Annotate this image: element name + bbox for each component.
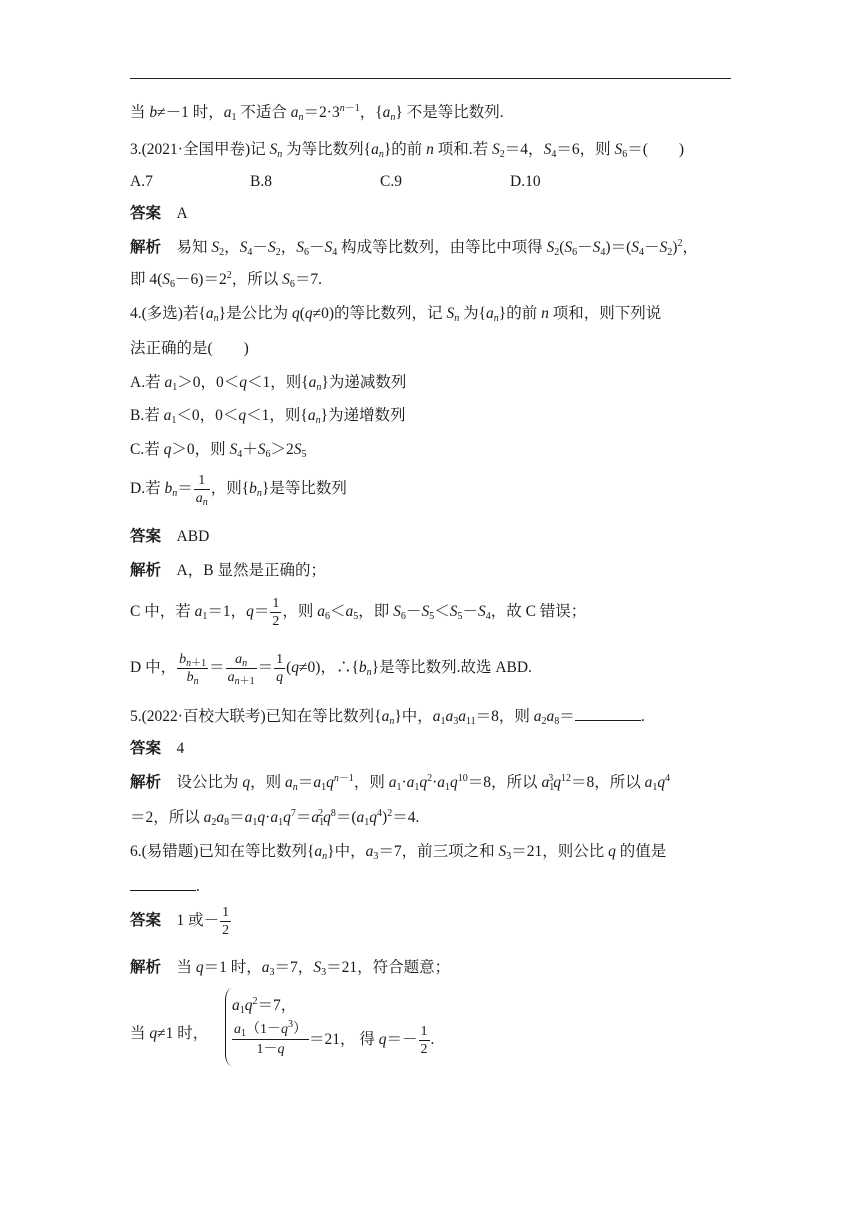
q4-option-d: D.若 $b_n=$ $\frac{1}{a_n}$ ，则$\{b_n\}$是等比数列 — [130, 473, 347, 508]
system-eq-1: $a_1q^2=7$， — [232, 996, 297, 1016]
q3-analysis-1: 解析 易知 $S_2$，$S_4-S_2$，$S_6-S_4$ 构成等比数列，由等比中项得 $S_2(S_6-S_4)=(S_4-S_2)^2$， — [130, 238, 698, 258]
q5-answer-value: 4 — [176, 740, 185, 757]
answer-label: 答案 — [130, 912, 162, 930]
q6-stem-2: . — [130, 876, 200, 897]
q6-stem-1: 6.(易错题)已知在等比数列$\{a_n\}$中，$a_3=7$，前三项之和 $S_3=21$，则公比 q 的值是 — [130, 843, 667, 862]
q5-analysis-2: ＝2，所以 $a_2a_8=a_1q\cdot a_1q^7=a_1^2q^8=(a_1q^4)^2=4$. — [130, 808, 420, 828]
answer-blank — [130, 876, 196, 891]
q4-stem-2: 法正确的是( ) — [130, 340, 249, 357]
q4-option-b: B.若 $a_1<0$，0＜q＜1，则$\{a_n\}$为递增数列 — [130, 407, 406, 426]
q4-answer — [130, 527, 209, 547]
q4-option-c: C.若 q＞0，则 $S_4+S_6>2S_5$ — [130, 441, 307, 460]
q4-answer-value: ABD — [176, 528, 210, 545]
q6-analysis-1: 解析 当 q＝1 时，$a_3=7$，$S_3=21$，符合题意； — [130, 959, 451, 978]
q6-answer: 答案 1 或－ $\frac{1}{2}$ — [130, 905, 230, 938]
prev-solution-tail: 当 b≠－1 时，$a_1$ 不适合 $a_n=2\cdot 3^{n-1}$，$\{a_n\}$ 不是等比数列. — [130, 103, 504, 123]
q3-options — [130, 172, 541, 192]
q4-analysis-2: C 中，若 $a_1=1$，q＝ $\frac{1}{2}$ ，则 $a_6<a_5$，即 $S_6-S_5<S_5-S_4$，故 C 错误； — [130, 596, 587, 629]
q4-stem-1: 4.(多选)若$\{a_n\}$是公比为 q(q≠0)的等比数列，记 $S_n$ 为$\{a_n\}$的前 n 项和，则下列说 — [130, 305, 662, 324]
q3-option-a: A.7 — [130, 173, 153, 190]
answer-blank — [575, 706, 641, 721]
header-rule — [130, 78, 731, 79]
q5-analysis-1: 解析 设公比为 q，则 $a_n=a_1q^{n-1}$，则 $a_1\cdot a_1q^2\cdot a_1q^{10}=8$，所以 $a_1^3q^{12}=8$，所以 $a_1q^4$ — [130, 773, 671, 793]
q6-analysis-2-lead: 当 q≠1 时， — [130, 1025, 209, 1042]
system-eq-2: $\frac{a_1(1-q^3)}{1-q}$ ＝21， 得 q＝－ $\frac{1}{2}$ . — [234, 1019, 435, 1057]
q3-option-c: C.9 — [380, 173, 402, 190]
answer-label: 答案 — [130, 740, 162, 757]
q3-stem: 3.(2021·全国甲卷)记 $S_n$ 为等比数列$\{a_n\}$的前 n 项和.若 $S_2=4$，$S_4=6$，则 $S_6=$( ) — [130, 141, 685, 160]
q3-answer-value: A — [176, 205, 188, 222]
q3-option-b: B.8 — [250, 173, 272, 190]
q3-answer — [130, 204, 188, 224]
answer-label: 答案 — [130, 205, 162, 222]
q4-analysis-1: 解析 A，B 显然是正确的； — [130, 562, 326, 579]
q4-analysis-3: D 中， $\frac{b_{n+1}}{b_n}$ ＝ $\frac{a_n}{a_{n+1}}$ ＝ $\frac{1}{q}$ (q≠0)，$\therefore\{b_n\}$是等比数列.故选 ABD. — [130, 652, 532, 687]
q5-answer — [130, 739, 184, 759]
answer-label: 答案 — [130, 528, 162, 545]
q5-stem: 5.(2022·百校大联考)已知在等比数列$\{a_n\}$中，$a_1a_3a_{11}=8$，则 $a_2a_8=$ . — [130, 708, 645, 727]
q4-option-a: A.若 $a_1>0$，0＜q＜1，则$\{a_n\}$为递减数列 — [130, 374, 407, 393]
q3-analysis-2: 即 $4(S_6-6)=2^2$，所以 $S_6=7$. — [130, 270, 322, 290]
q3-option-d: D.10 — [510, 173, 541, 190]
system-brace — [225, 988, 232, 1066]
